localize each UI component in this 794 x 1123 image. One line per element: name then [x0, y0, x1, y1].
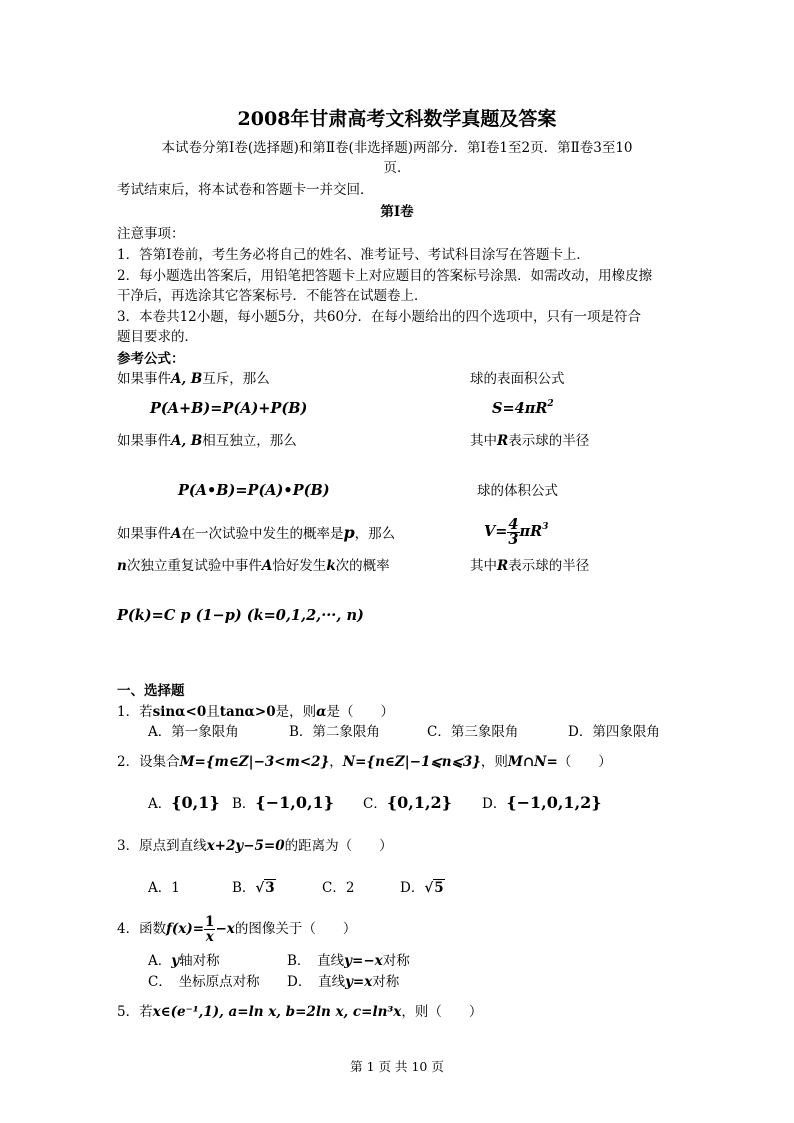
sphere-area-label: 球的表面积公式	[470, 371, 565, 387]
q-expr: M={m∈Z|−3<m<2}	[179, 754, 330, 770]
option-label: D．	[400, 880, 425, 896]
formula-vars: A, B	[171, 371, 203, 387]
q1-option-d[interactable]: D．第四象限角	[568, 724, 660, 740]
q1-option-a[interactable]: A．第一象限角	[148, 724, 239, 740]
formula-exclusive-label	[117, 370, 270, 388]
sphere-area-expr: S=4πR	[492, 400, 548, 417]
sphere-volume-formula	[484, 512, 548, 552]
q3-option-c[interactable]: C．2	[322, 880, 355, 896]
formula-vars: A, B	[171, 433, 203, 449]
q2-option-b[interactable]	[232, 794, 334, 813]
vol-exp: 3	[542, 522, 549, 532]
q-text: 且	[206, 704, 220, 720]
radicand: 5	[434, 880, 444, 896]
intro-line-3: 考试结束后，将本试卷和答题卡一并交回．	[117, 182, 374, 198]
option-value: {−1,0,1,2}	[506, 793, 602, 812]
notes-heading: 注意事项：	[117, 226, 185, 242]
option-expr: y=x	[345, 974, 373, 990]
section-heading-1: 第Ⅰ卷	[380, 204, 414, 220]
q1-option-c[interactable]: C．第三象限角	[427, 724, 519, 740]
option-label: B． 直线	[287, 953, 345, 969]
q-text: 是，则	[275, 704, 317, 720]
q4-option-b[interactable]	[287, 952, 410, 970]
formula-binomial-label	[117, 557, 390, 575]
radius-note-2	[470, 557, 589, 575]
radius-text: 表示球的半径	[508, 433, 590, 449]
radius-text: 其中	[470, 433, 497, 449]
option-value: {−1,0,1}	[255, 793, 334, 812]
note-2a: 2．每小题选出答案后，用铅笔把答题卡上对应题目的答案标号涂黑．如需改动，用橡皮擦	[117, 268, 653, 284]
q-expr: N={n∈Z|−1⩽n⩽3}	[342, 754, 481, 770]
formula-var: A	[171, 526, 182, 542]
radius-note-1	[470, 432, 589, 450]
sqrt-symbol: √5	[424, 880, 444, 896]
formula-var: k	[326, 558, 336, 574]
q4-option-a[interactable]	[148, 952, 220, 970]
formula-text: 如果事件	[117, 526, 171, 542]
formula-text: 相互独立，那么	[202, 433, 297, 449]
formula-var: A	[261, 558, 273, 574]
q4-fraction	[204, 915, 215, 944]
choice-section-heading: 一、选择题	[117, 683, 185, 699]
question-5	[117, 1003, 482, 1021]
option-value: {0,1}	[171, 793, 220, 812]
radicand: 3	[265, 880, 275, 896]
q-text: 的距离为（ ）	[284, 838, 393, 854]
option-text: 对称	[382, 953, 410, 969]
formula-probability-label	[117, 524, 395, 543]
frac-den: x	[205, 929, 214, 945]
intro-line-2: 页．	[383, 160, 411, 176]
q2-option-c[interactable]	[363, 794, 452, 813]
q4-option-c[interactable]: C． 坐标原点对称	[148, 974, 260, 990]
option-label: A．	[148, 953, 172, 969]
intro-line-1: 本试卷分第Ⅰ卷(选择题)和第Ⅱ卷(非选择题)两部分．第Ⅰ卷1至2页．第Ⅱ卷3至10	[161, 140, 633, 156]
formula-var: p	[343, 523, 355, 542]
formula-text: 如果事件	[117, 371, 171, 387]
q2-option-d[interactable]	[482, 794, 602, 813]
vol-rhs: πR	[519, 523, 543, 540]
formula-text: ，那么	[354, 526, 396, 542]
q-expr: M∩N=	[507, 754, 558, 770]
q1-option-b[interactable]: B．第二象限角	[289, 724, 380, 740]
question-3	[117, 837, 393, 855]
vol-den: 3	[508, 530, 519, 548]
sphere-area-exp: 2	[547, 399, 554, 409]
formula-addition-rule: P(A+B)=P(A)+P(B)	[150, 400, 308, 417]
sphere-volume-label: 球的体积公式	[477, 483, 558, 499]
option-label: A．	[148, 796, 172, 812]
q3-option-d[interactable]	[400, 879, 445, 897]
q2-option-a[interactable]	[148, 794, 220, 813]
option-label: D．	[482, 796, 507, 812]
formulas-heading: 参考公式：	[117, 351, 185, 367]
q3-option-a[interactable]: A．1	[148, 880, 180, 896]
formula-text: 在一次试验中发生的概率是	[181, 526, 344, 542]
q-text: 的图像关于（ ）	[234, 921, 357, 937]
q-text: ，则（ ）	[401, 1004, 483, 1020]
note-3b: 题目要求的．	[117, 329, 198, 345]
option-label: B．	[232, 796, 256, 812]
formula-text: 如果事件	[117, 433, 171, 449]
formula-text: 次的概率	[335, 558, 390, 574]
formula-independent-label	[117, 432, 297, 450]
option-label: C．	[363, 796, 387, 812]
radius-text: 其中	[470, 558, 497, 574]
binomial-formula: P(k)=C p (1−p) (k=0,1,2,···, n)	[117, 607, 364, 624]
option-expr: y=−x	[344, 953, 383, 969]
radius-var: R	[497, 558, 509, 574]
q-text: 5．若	[117, 1004, 153, 1020]
question-1	[117, 703, 394, 721]
option-value: {0,1,2}	[386, 793, 452, 812]
q-expr: tanα>0	[219, 704, 276, 720]
q-text: 4．函数	[117, 921, 167, 937]
sphere-area-formula	[492, 400, 554, 418]
q-expr: f(x)=	[166, 921, 205, 937]
q-expr: −x	[215, 921, 235, 937]
question-4	[117, 911, 356, 947]
option-text: 对称	[372, 974, 400, 990]
note-3a: 3．本卷共12小题，每小题5分，共60分．在每小题给出的四个选项中，只有一项是符合	[117, 309, 642, 325]
formula-text: 次独立重复试验中事件	[126, 558, 262, 574]
formula-var: n	[117, 558, 127, 574]
question-2	[117, 753, 612, 771]
q-expr: sinα<0	[152, 704, 207, 720]
q3-option-b[interactable]	[232, 879, 276, 897]
formula-product-rule: P(A•B)=P(A)•P(B)	[178, 482, 330, 499]
q-text: 1．若	[117, 704, 153, 720]
q-text: （ ）	[557, 754, 612, 770]
q-text: 是（ ）	[326, 704, 395, 720]
q-text: 3．原点到直线	[117, 838, 207, 854]
q-text: ，则	[480, 754, 508, 770]
radius-var: R	[497, 433, 509, 449]
option-label: D． 直线	[287, 974, 346, 990]
q-text: ，	[329, 754, 343, 770]
q-expr: x+2y−5=0	[206, 838, 285, 854]
formula-text: 互斥，那么	[202, 371, 270, 387]
q-expr: x∈(e⁻¹,1), a=ln x, b=2ln x, c=ln³x	[152, 1004, 402, 1020]
option-label: B．	[232, 880, 256, 896]
page-title: 2008年甘肃高考文科数学真题及答案	[237, 108, 557, 130]
formula-text: 恰好发生	[272, 558, 327, 574]
q-var: α	[316, 704, 327, 720]
q-text: 2．设集合	[117, 754, 180, 770]
vol-fraction	[507, 515, 519, 548]
q4-option-d[interactable]	[287, 973, 399, 991]
sqrt-symbol: √3	[255, 880, 275, 896]
radius-text: 表示球的半径	[508, 558, 590, 574]
vol-lhs: V=	[484, 523, 508, 540]
vol-num: 4	[508, 515, 519, 533]
option-text: 轴对称	[179, 953, 220, 969]
page-footer: 第 1 页 共 10 页	[350, 1059, 444, 1074]
option-var: y	[171, 953, 180, 969]
frac-num: 1	[205, 914, 215, 930]
note-2b: 干净后，再选涂其它答案标号．不能答在试题卷上．	[117, 288, 428, 304]
note-1: 1．答第Ⅰ卷前，考生务必将自己的姓名、准考证号、考试科目涂写在答题卡上．	[117, 247, 590, 263]
